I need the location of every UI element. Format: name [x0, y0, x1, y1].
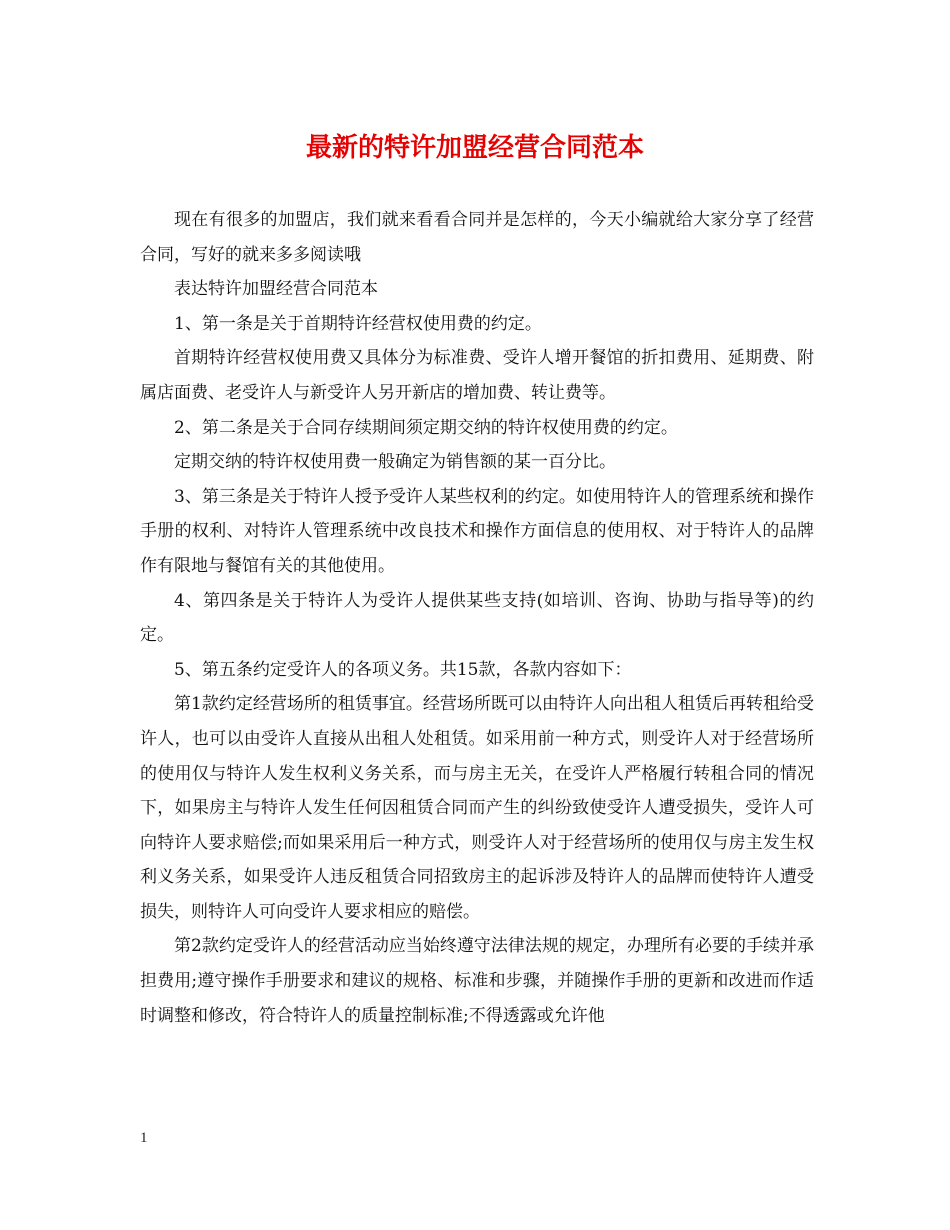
- document-body: [140, 203, 814, 1033]
- paragraph: 首期特许经营权使用费又具体分为标准费、受许人增开餐馆的折扣费用、延期费、附属店面费、老受许人与新受许人另开新店的增加费、转让费等。: [140, 348, 814, 403]
- paragraph: 现在有很多的加盟店，我们就来看看合同并是怎样的，今天小编就给大家分享了经营合同，写好的就来多多阅读哦: [140, 210, 814, 265]
- paragraph: 4、第四条是关于特许人为受许人提供某些支持(如培训、咨询、协助与指导等)的约定。: [140, 590, 814, 646]
- paragraph: 1、第一条是关于首期特许经营权使用费的约定。: [174, 313, 542, 334]
- page-number: 1: [140, 1130, 148, 1146]
- paragraph: 3、第三条是关于特许人授予受许人某些权利的约定。如使用特许人的管理系统和操作手册的权利、对特许人管理系统中改良技术和操作方面信息的使用权、对于特许人的品牌作有限地与餐馆有关的其他使用。: [140, 486, 814, 576]
- paragraph: 2、第二条是关于合同存续期间须定期交纳的特许权使用费的约定。: [174, 417, 678, 438]
- paragraph: 第1款约定经营场所的租赁事宜。经营场所既可以由特许人向出租人租赁后再转租给受许人，也可以由受许人直接从出租人处租赁。如采用前一种方式，则受许人对于经营场所的使用仅与特许人发生权利义务关系，而与房主无关，在受许人严格履行转租合同的情况下，如果房主与特许人发生任何因租赁合同而产生的纠纷致使受许人遭受损失，受许人可向特许人要求赔偿;而如果采用后一种方式，则受许人对于经营场所的使用仅与房主发生权利义务关系，如果受许人违反租赁合同招致房主的起诉涉及特许人的品牌而使特许人遭受损失，则特许人可向受许人要求相应的赔偿。: [140, 694, 814, 922]
- paragraph: 5、第五条约定受许人的各项义务。共15款，各款内容如下：: [174, 659, 632, 680]
- document-title: 最新的特许加盟经营合同范本: [305, 133, 644, 163]
- paragraph: 定期交纳的特许权使用费一般确定为销售额的某一百分比。: [174, 452, 616, 473]
- paragraph: 表达特许加盟经营合同范本: [174, 279, 378, 300]
- paragraph: 第2款约定受许人的经营活动应当始终遵守法律法规的规定，办理所有必要的手续并承担费用;遵守操作手册要求和建议的规格、标准和步骤，并随操作手册的更新和改进而作适时调整和修改，符合特许人的质量控制标准;不得透露或允许他: [140, 936, 814, 1026]
